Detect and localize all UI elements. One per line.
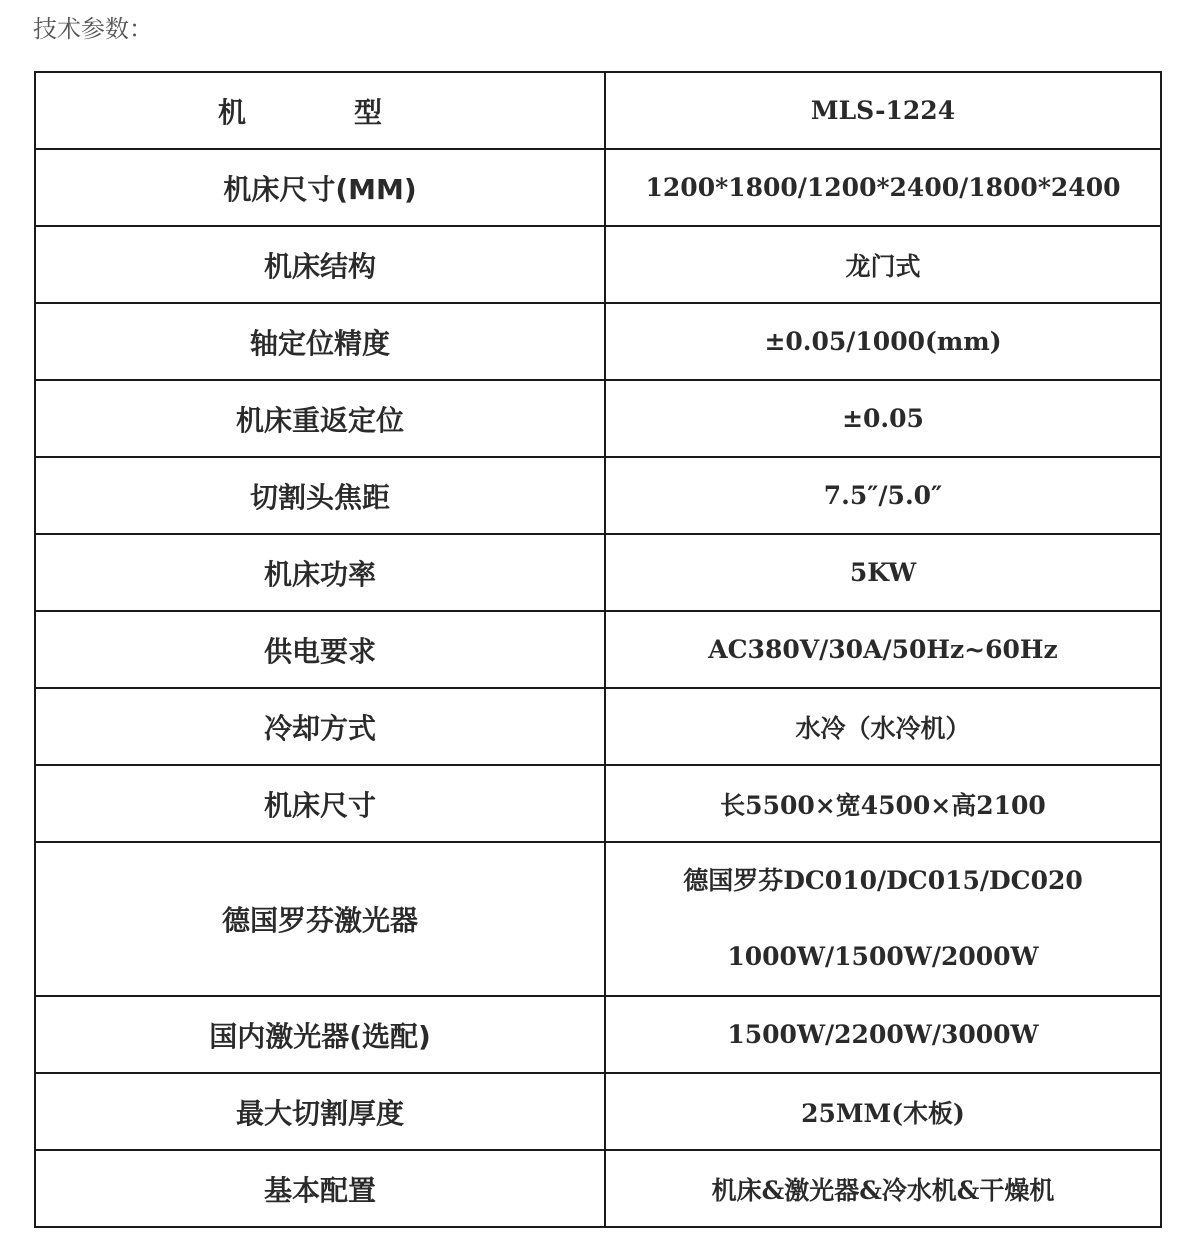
param-label: 机床尺寸: [35, 765, 605, 842]
param-label: 机床功率: [35, 534, 605, 611]
table-row: [35, 611, 1161, 688]
param-label: 冷却方式: [35, 688, 605, 765]
table-row: [35, 72, 1161, 149]
table-row: [35, 996, 1161, 1073]
table-row: [35, 380, 1161, 457]
param-value-line: 德国罗芬DC010/DC015/DC020: [683, 866, 1083, 895]
table-row: [35, 842, 1161, 996]
param-value: ±0.05: [605, 380, 1161, 457]
table-row: [35, 688, 1161, 765]
table-row: [35, 765, 1161, 842]
param-value: 5KW: [605, 534, 1161, 611]
param-value: 25MM(木板): [605, 1073, 1161, 1150]
param-value: 1500W/2200W/3000W: [605, 996, 1161, 1073]
param-label: 切割头焦距: [35, 457, 605, 534]
table-row: [35, 457, 1161, 534]
param-value: AC380V/30A/50Hz~60Hz: [605, 611, 1161, 688]
param-label: 基本配置: [35, 1150, 605, 1227]
param-value: MLS-1224: [605, 72, 1161, 149]
table-row: [35, 1073, 1161, 1150]
table-row: [35, 303, 1161, 380]
param-value: [605, 842, 1161, 996]
table-row: [35, 226, 1161, 303]
param-label: 国内激光器(选配): [35, 996, 605, 1073]
param-value: ±0.05/1000(mm): [605, 303, 1161, 380]
param-label: 最大切割厚度: [35, 1073, 605, 1150]
param-value: 7.5″/5.0″: [605, 457, 1161, 534]
param-label: 机床尺寸(MM): [35, 149, 605, 226]
spec-table: [34, 71, 1162, 1228]
table-row: [35, 1150, 1161, 1227]
param-label: 机床重返定位: [35, 380, 605, 457]
param-value-line: 1000W/1500W/2000W: [727, 942, 1039, 971]
param-label: 轴定位精度: [35, 303, 605, 380]
param-label: 机床结构: [35, 226, 605, 303]
param-value: 机床&激光器&冷水机&干燥机: [605, 1150, 1161, 1227]
param-value: 长5500×宽4500×高2100: [605, 765, 1161, 842]
param-value: 1200*1800/1200*2400/1800*2400: [605, 149, 1161, 226]
param-value: 龙门式: [605, 226, 1161, 303]
section-heading: 技术参数：: [33, 15, 153, 43]
param-label: 供电要求: [35, 611, 605, 688]
param-value: 水冷（水冷机）: [605, 688, 1161, 765]
table-row: [35, 534, 1161, 611]
param-label: 德国罗芬激光器: [35, 842, 605, 996]
param-label: 机 型: [35, 72, 605, 149]
table-row: [35, 149, 1161, 226]
